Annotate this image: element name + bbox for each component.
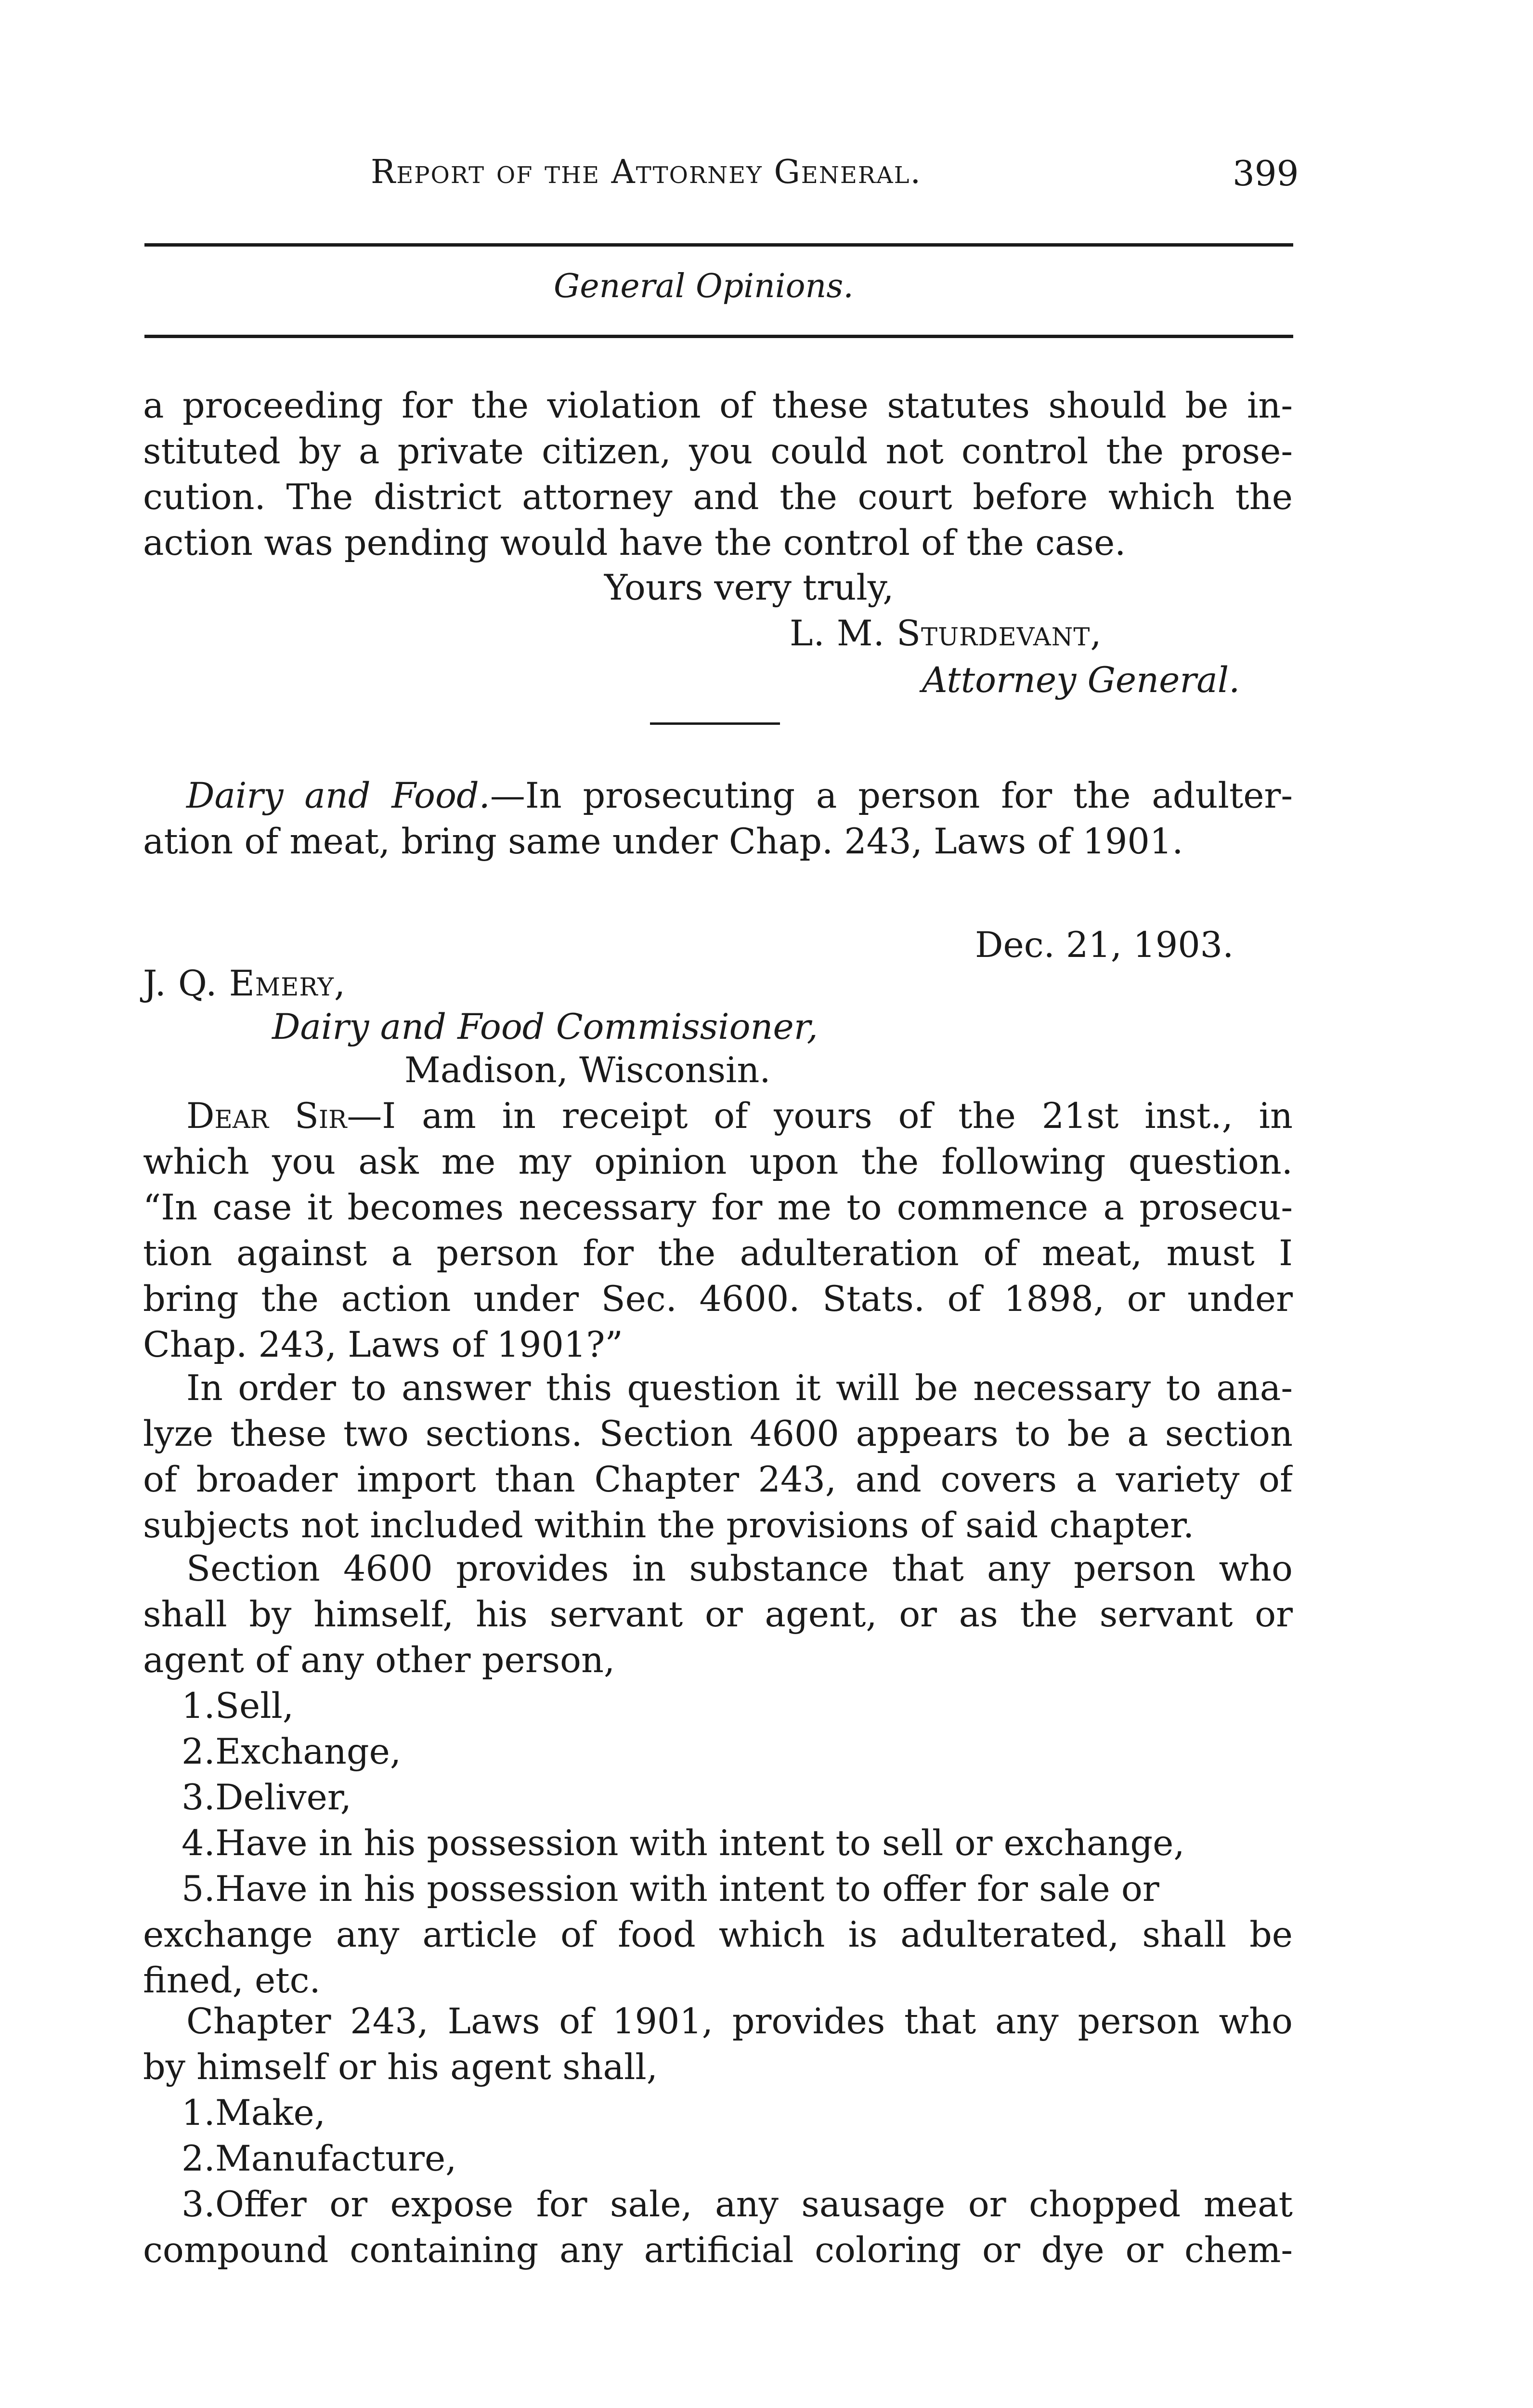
running-header: Report of the Attorney General. (371, 153, 922, 191)
section-title: General Opinions. (554, 267, 854, 305)
text-line: action was pending would have the control of the case. (143, 523, 1126, 563)
paragraph-4 (143, 1999, 1293, 2090)
closing-salutation: Yours very truly, (604, 567, 894, 608)
chapter-243-list (143, 2090, 1293, 2273)
section-divider (650, 722, 780, 725)
page-number: 399 (1233, 153, 1299, 194)
paragraph-2 (143, 1365, 1293, 1548)
text-line: subjects not included within the provisions of said chapter. (143, 1505, 1195, 1546)
text-line: shall by himself, his servant or agent, or as the servant or (143, 1594, 1293, 1635)
text-line: Section 4600 provides in substance that any person who (186, 1548, 1293, 1589)
text-line: of broader import than Chapter 243, and covers a variety of (143, 1459, 1293, 1500)
headnote-line: ation of meat, bring same under Chap. 243, Laws of 1901. (143, 821, 1183, 862)
text-line: compound containing any artificial coloring or dye or chem- (143, 2230, 1293, 2271)
salutation: Dear Sir (186, 1096, 347, 1137)
text-line: stituted by a private citizen, you could not control the prose- (143, 431, 1293, 472)
text-line: a proceeding for the violation of these statutes should be in- (143, 385, 1293, 426)
signature-name: L. M. Sturdevant, (790, 613, 1102, 654)
headnote-line (143, 773, 1293, 819)
section-rule (144, 335, 1293, 338)
list-item: 2.Manufacture, (182, 2138, 457, 2179)
list-item: 3.Offer or expose for sale, any sausage or chopped meat (182, 2184, 1293, 2225)
headnote-topic: Dairy and Food. (186, 775, 490, 816)
addressee-location: Madison, Wisconsin. (404, 1050, 771, 1091)
text-line: Chap. 243, Laws of 1901?” (143, 1324, 623, 1365)
text-line: bring the action under Sec. 4600. Stats. of 1898, or under (143, 1279, 1293, 1320)
list-item: 2.Exchange, (182, 1731, 402, 1772)
list-item: 1.Make, (182, 2093, 325, 2133)
text-line: lyze these two sections. Section 4600 appears to be a section (143, 1413, 1293, 1454)
text-line: In order to answer this question it will be necessary to ana- (186, 1368, 1293, 1409)
list-item: 1.Sell, (182, 1686, 294, 1727)
previous-opinion-text (143, 383, 1293, 566)
header-rule (144, 243, 1293, 247)
text-line: tion against a person for the adulteration of meat, must I (143, 1233, 1293, 1274)
text-line: “In case it becomes necessary for me to commence a prosecu- (143, 1187, 1293, 1228)
paragraph-3 (143, 1546, 1293, 1683)
text-line: by himself or his agent shall, (143, 2047, 658, 2088)
list-item: 5.Have in his possession with intent to offer for sale or (182, 1869, 1159, 1910)
letter-date: Dec. 21, 1903. (975, 925, 1234, 966)
text-line: agent of any other person, (143, 1640, 615, 1681)
paragraph-1 (143, 1093, 1293, 1368)
text-line: Chapter 243, Laws of 1901, provides that any person who (186, 2001, 1293, 2042)
headnote (143, 773, 1293, 864)
text-line: which you ask me my opinion upon the following question. (143, 1141, 1293, 1182)
addressee-title: Dairy and Food Commissioner, (272, 1007, 818, 1047)
text-line: fined, etc. (143, 1960, 321, 2001)
text-line: exchange any article of food which is adulterated, shall be (143, 1914, 1293, 1955)
section-4600-list (143, 1683, 1293, 2003)
signature-title: Attorney General. (922, 660, 1240, 701)
headnote-text: —In prosecuting a person for the adulter- (490, 775, 1293, 816)
list-item: 3.Deliver, (182, 1777, 351, 1818)
text-line: cution. The district attorney and the court before which the (143, 477, 1293, 518)
text-line: Dear Sir—I am in receipt of yours of the 21st inst., in (186, 1096, 1293, 1137)
addressee-name: J. Q. Emery, (143, 963, 346, 1004)
list-item: 4.Have in his possession with intent to sell or exchange, (182, 1823, 1185, 1864)
